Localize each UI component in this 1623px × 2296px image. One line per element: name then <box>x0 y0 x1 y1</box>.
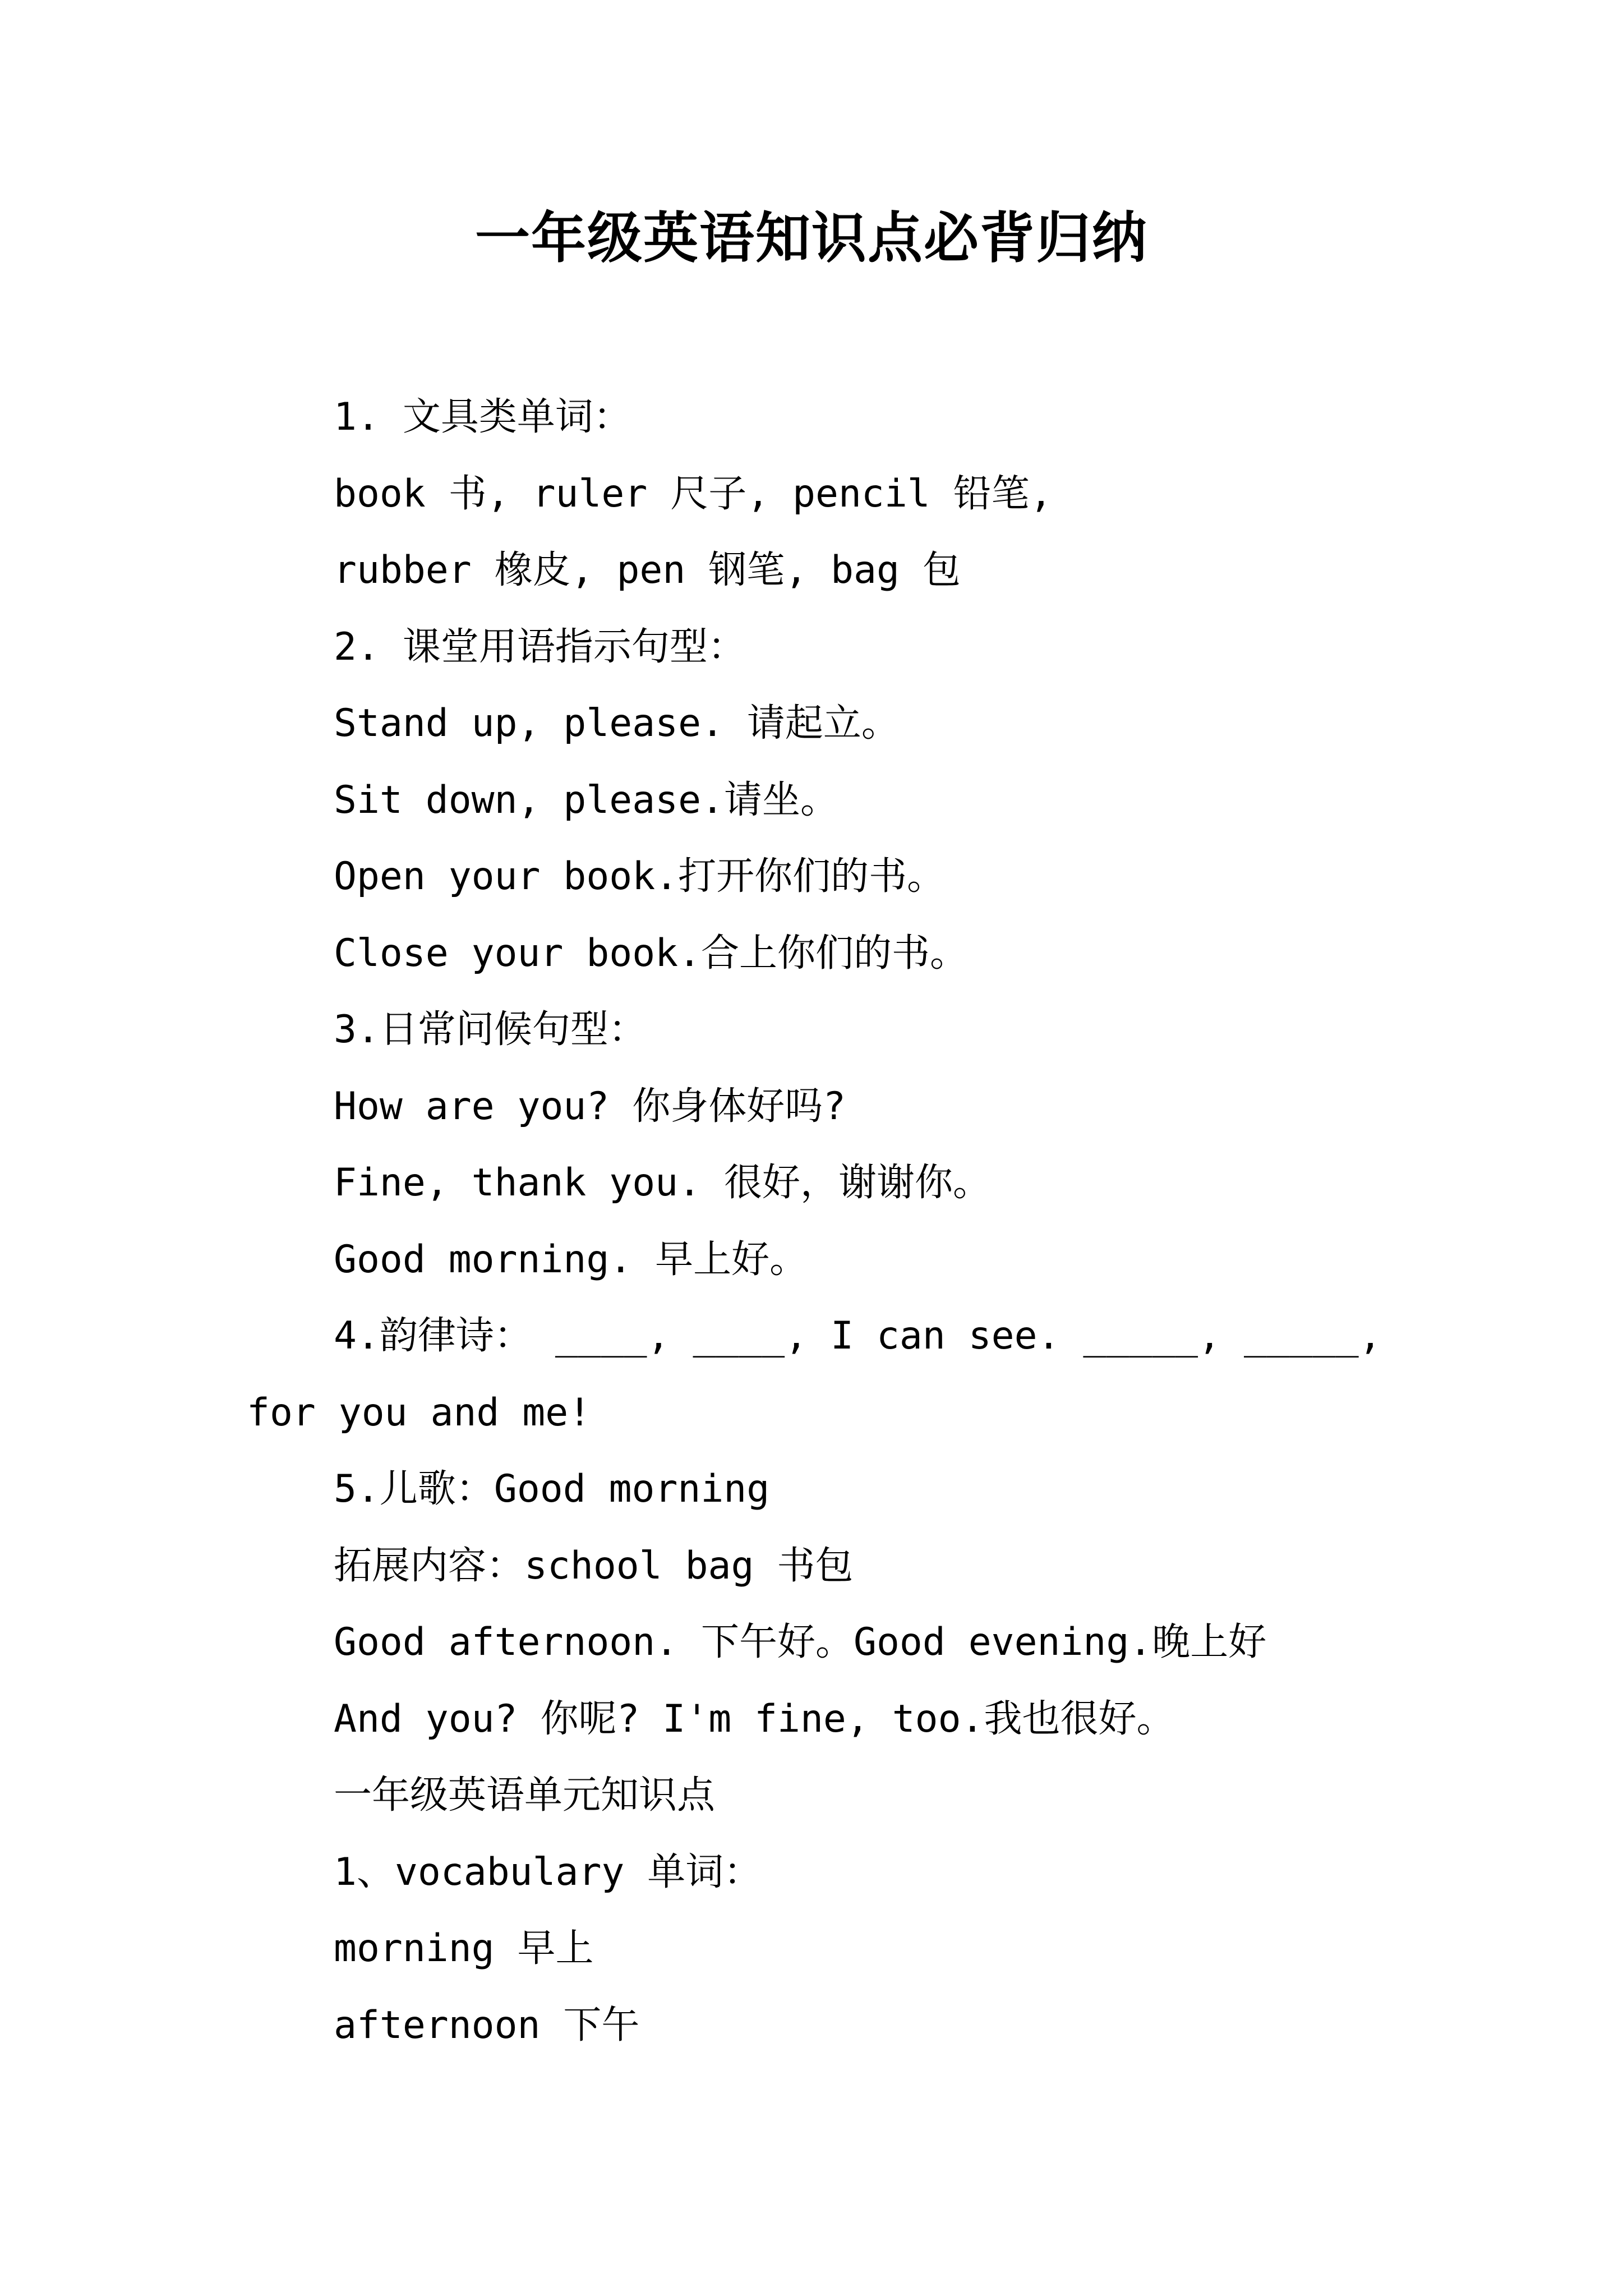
text-line: 拓展内容：school bag 书包 <box>334 1543 854 1588</box>
text-line: Good afternoon. 下午好。Good evening.晚上好 <box>334 1620 1267 1664</box>
text-line: afternoon 下午 <box>334 2003 640 2047</box>
document-title: 一年级英语知识点必背归纳 <box>474 206 1148 270</box>
text-line: Close your book.合上你们的书。 <box>334 931 969 976</box>
text-line: for you and me! <box>247 1390 592 1435</box>
text-line: rubber 橡皮, pen 钢笔, bag 包 <box>334 548 961 592</box>
section-heading-vocabulary: 1、vocabulary 单词： <box>334 1849 762 1894</box>
text-line: book 书, ruler 尺子, pencil 铅笔, <box>334 471 1053 516</box>
text-line: Stand up, please. 请起立。 <box>334 701 900 746</box>
text-line: Good morning. 早上好。 <box>334 1237 808 1282</box>
text-line: How are you? 你身体好吗? <box>334 1084 846 1129</box>
text-line: And you? 你呢? I'm fine, too.我也很好。 <box>334 1696 1175 1741</box>
section-heading-greetings: 3.日常问候句型： <box>334 1007 647 1052</box>
section-heading-rhyme: 4.韵律诗： ____, ____, I can see. _____, _____, <box>334 1314 1382 1358</box>
document-body <box>247 379 1402 2064</box>
text-line: Sit down, please.请坐。 <box>334 777 838 822</box>
text-line: morning 早上 <box>334 1926 594 1971</box>
section-heading-song: 5.儿歌：Good morning <box>334 1467 770 1511</box>
text-line: Fine, thank you. 很好，谢谢你。 <box>334 1161 991 1205</box>
section-heading-classroom: 2. 课堂用语指示句型： <box>334 624 746 669</box>
text-line: Open your book.打开你们的书。 <box>334 854 946 899</box>
section-heading-unit: 一年级英语单元知识点 <box>334 1773 716 1818</box>
section-heading-stationery: 1. 文具类单词： <box>334 395 631 439</box>
